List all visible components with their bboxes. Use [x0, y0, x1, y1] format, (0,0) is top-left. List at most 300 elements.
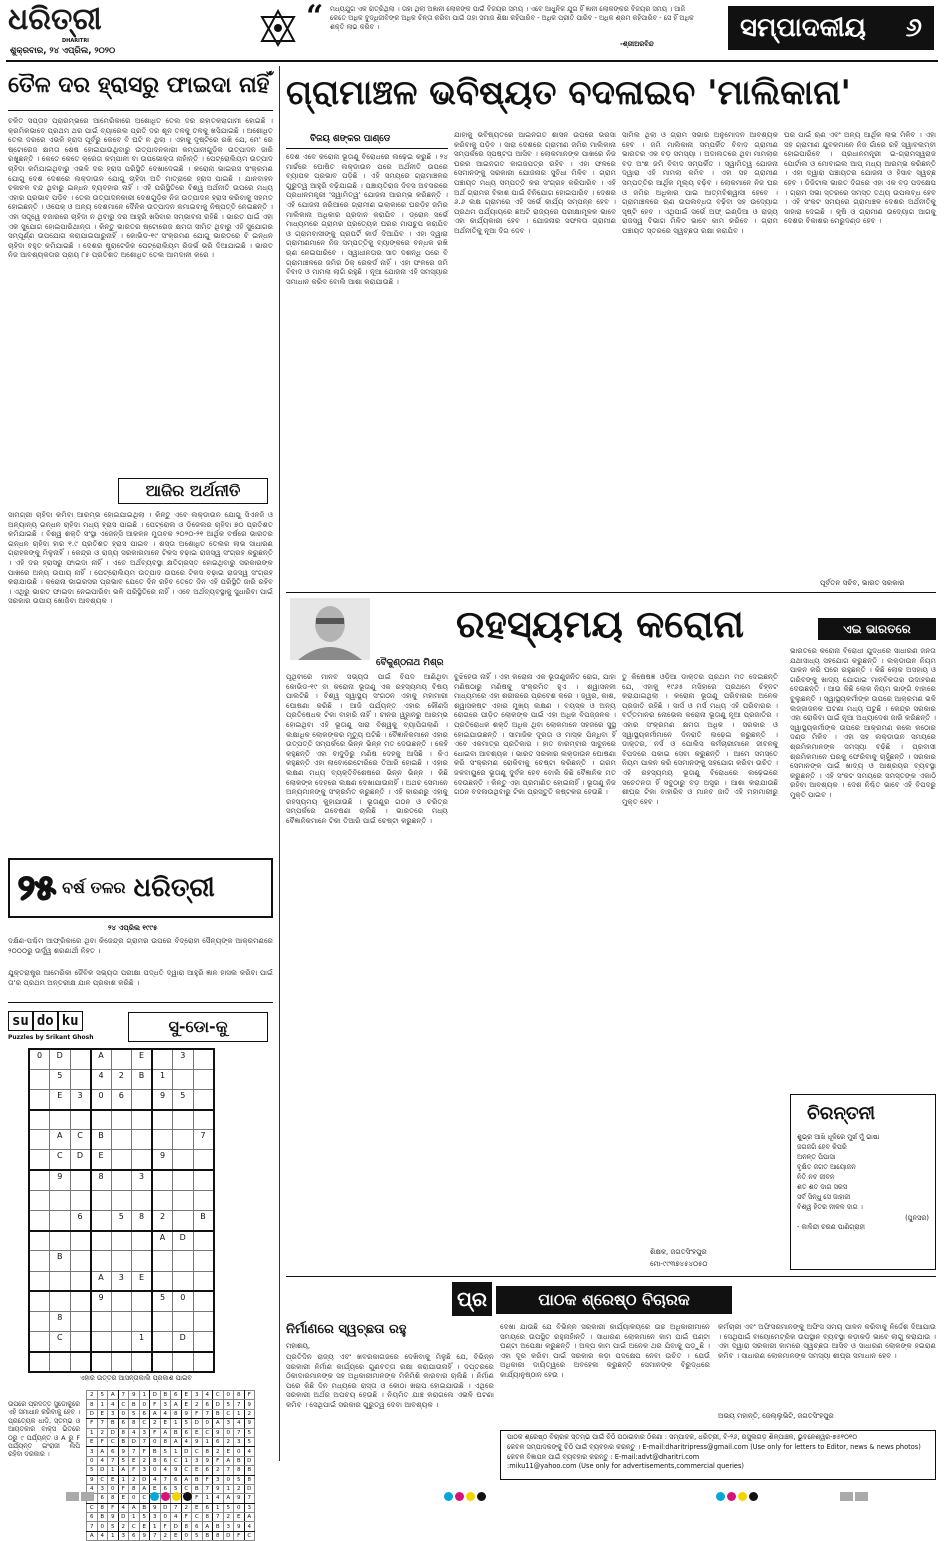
answer-cell: 1 [108, 1466, 119, 1475]
sudoku-cell[interactable] [91, 1311, 112, 1331]
answer-cell: 2 [234, 1484, 245, 1493]
sudoku-cell[interactable]: D [70, 1150, 91, 1170]
answer-cell: 1 [150, 1522, 161, 1531]
chirantani-line: ବିଶ୍ୱ ହିତର ନୀଳଳ ଦାଗ । [797, 1203, 863, 1211]
answer-cell: 7 [223, 1466, 234, 1475]
sudoku-row [29, 1170, 214, 1190]
answer-cell: 6 [213, 1437, 224, 1446]
answer-cell: D [150, 1391, 161, 1400]
answer-cell: C [139, 1419, 150, 1428]
answer-cell: 6 [129, 1531, 140, 1540]
answer-cell: 0 [160, 1513, 171, 1522]
sudoku-cell[interactable] [193, 1352, 214, 1372]
answer-cell: 1 [234, 1409, 245, 1418]
sudoku-cell[interactable] [91, 1352, 112, 1372]
sudoku-cell[interactable] [70, 1069, 91, 1089]
sudoku-cell[interactable] [173, 1150, 194, 1170]
sudoku-cell[interactable] [91, 1110, 112, 1130]
editorial-headline: ତୈଳ ଦର ହ୍ରାସରୁ ଫାଇଦା ନାହିଁ [8, 73, 270, 98]
sudoku-cell[interactable]: 3 [132, 1170, 153, 1190]
sudoku-cell[interactable] [70, 1332, 91, 1352]
answer-cell: 0 [234, 1447, 245, 1456]
yellow-dot [172, 1492, 181, 1501]
sudoku-cell[interactable]: 5 [50, 1069, 71, 1089]
answer-cell: 4 [150, 1475, 161, 1484]
answer-cell: E [223, 1447, 234, 1456]
sudoku-cell[interactable] [91, 1251, 112, 1271]
answer-cell: 3 [234, 1437, 245, 1446]
cyan-dot [150, 1492, 159, 1501]
sudoku-cell[interactable] [173, 1069, 194, 1089]
sudoku-cell[interactable] [70, 1291, 91, 1311]
sudoku-cell[interactable] [91, 1231, 112, 1251]
sudoku-cell[interactable]: 7 [193, 1130, 214, 1150]
sudoku-cell[interactable] [173, 1110, 194, 1130]
sudoku-cell[interactable] [70, 1352, 91, 1372]
answer-cell: D [244, 1456, 255, 1465]
lead-col-4: ଘର ପାଇଁ ଋଣ ଏବଂ ଅନ୍ୟ ଆର୍ଥିକ ଲାଭ ମିଳିବ । ଏହା ସହ ଗ୍ରାମୀଣ ଯୁବକମାନେ ନିଜ ଗାଁରେ ରହି ସ୍ୱାବଲମ୍ବୀ ହୋଇପାରିବେ । ପ୍ରଧାନମନ୍ତ୍ରୀ ଇ-ଗ୍ରାମସ୍ୱରାଜ ପୋର୍ଟାଲ ଓ ମୋବାଇଲ ଆପ୍ ମଧ୍ୟ ଆରମ୍ଭ କରିଛନ୍ତି । ଏହା ଦ୍ୱାରା ପଞ୍ଚାୟତର ଯୋଜନା ଓ ହିସାବ ସ୍ୱଚ୍ଛ ହେବ । ଡିଜିଟାଲ ଭାରତ ଦିଗରେ ଏହା ଏକ ବଡ଼ ପଦକ୍ଷେପ । ଗ୍ରାମ ସଭା ସ୍ତରରେ ସମସ୍ତ ତଥ୍ୟ ଉପଲବ୍ଧ ହେବ । ଏହି ସଂକଟ ସମୟରେ ଗ୍ରାମାଞ୍ଚଳ ଦେଶର ଅର୍ଥନୀତିକୁ ସାହାରା ଦେଇଛି । କୃଷି ଓ ଗ୍ରାମୀଣ ଉଦ୍ୟୋଗ ଆଗକୁ ଦେଶର ବିକାଶର ମେରୁଦଣ୍ଡ ହେବ । [784, 130, 936, 226]
sudoku-cell[interactable]: A [91, 1049, 112, 1069]
sudoku-cell[interactable] [70, 1251, 91, 1271]
sudoku-caption: ଏହାର ଉତ୍ତର ଆସନ୍ତାକାଲି ପ୍ରକାଶ ପାଇବ [80, 1374, 192, 1382]
sudoku-cell[interactable]: 6 [111, 1089, 132, 1109]
answer-cell: 6 [202, 1503, 213, 1512]
archive-item-1: ଦକ୍ଷିଣ-ପଶ୍ଚିମ ଆଫ୍ରିକାରେ ଥିବା କିଜେନ୍ଦ୍ର ଗ୍ରାମର ଉପରେ ବିଦ୍ରୋହୀ ସୈନ୍ୟଙ୍କ ଆକ୍ରମଣରେ ୨୦୦୦ରୁ ଊର୍ଦ୍ଧ୍ୱ ଶରଣାର୍ଥୀ ନିହତ । [8, 936, 273, 955]
answer-cell: 7 [139, 1437, 150, 1446]
sudoku-cell[interactable] [50, 1231, 71, 1251]
sudoku-cell[interactable] [29, 1311, 50, 1331]
answer-cell: A [160, 1428, 171, 1437]
sudoku-cell[interactable] [111, 1049, 132, 1069]
answer-cell: 7 [171, 1503, 182, 1512]
sudoku-cell[interactable]: 2 [111, 1069, 132, 1089]
sudoku-cell[interactable] [193, 1089, 214, 1109]
sudoku-cell[interactable]: 5 [111, 1211, 132, 1231]
letter-col-2: ଦେଖା ଯାଉଛି ଯେ ବିଭିନ୍ନ ସରକାରୀ କାର୍ଯ୍ୟାଳୟରେ ଉଚ୍ଚ ଅଧିକାରୀମାନେ ସମୟରେ ଉପସ୍ଥିତ ରହୁନାହାଁନ୍ତି । ସାଧାରଣ ଲୋକମାନେ କାମ ପାଇଁ ଘଣ୍ଟା ଘଣ୍ଟା ଅପେକ୍ଷା କରୁଛନ୍ତି । ଅଳ୍ପ କାମ ପାଇଁ ଅନେକ ଥର ଯିବାକୁ ପଡ଼ୁଛି । ଏହା ଦୂର କରିବା ପାଇଁ ସରକାର କଡ଼ା ପଦକ୍ଷେପ ନେବା ଉଚିତ । ଯେଉଁ ଅଧିକାରୀ ଦାୟିତ୍ୱରେ ଅବହେଳା କରୁଛନ୍ତି ସେମାନଙ୍କ ବିରୁଦ୍ଧରେ କାର୍ଯ୍ୟାନୁଷ୍ଠାନ ହେଉ । [500, 1322, 710, 1379]
sudoku-cell[interactable] [91, 1190, 112, 1210]
chirantani-line: ବୃକ୍ଷିତ ଜଗତ ଆୟୋଜନ [797, 1163, 856, 1171]
corona-col-1: ପୃଥିବୀରେ ମାନବ ସଭ୍ୟତା ପାଇଁ ବିପଦ ଆଣିଥିବା କୋଭିଡ-୧୯ ବା କରୋନା ଭୂତାଣୁ ଏକ ରହସ୍ୟମୟ ବିଷୟ ପାଲଟିଛି । ବିଶ୍ୱ ସ୍ୱାସ୍ଥ୍ୟ ସଂଗଠନ ଏହାକୁ ମହାମାରୀ ଘୋଷଣା କରିଛି । ଆଜି ପର୍ଯ୍ୟନ୍ତ ଏହାର କୌଣସି ପ୍ରତିଷେଧକ ଟିକା ବାହାରି ନାହିଁ । ଚୀନର ୱୁହାନରୁ ଆରମ୍ଭ ହୋଇଥିବା ଏହି ଭୂତାଣୁ ସାରା ବିଶ୍ୱକୁ ବ୍ୟାପିଗଲାଣି । ଲକ୍ଷାଧିକ ଲୋକଙ୍କର ମୃତ୍ୟୁ ଘଟିଛି । ବୈଜ୍ଞାନିକମାନେ ଏହାର ଉତ୍ପତ୍ତି ସମ୍ପର୍କରେ ଭିନ୍ନ ଭିନ୍ନ ମତ ଦେଉଛନ୍ତି । କେହି କହୁଛନ୍ତି ଏହା ବାଦୁଡ଼ିରୁ ମଣିଷ ଦେହକୁ ଆସିଛି । କିଏ କହୁଛନ୍ତି ଏହା ଲାବୋରେଟୋରିରେ ତିଆରି ହୋଇଛି । ଏହାର ଲକ୍ଷଣ ମଧ୍ୟ ବ୍ୟକ୍ତିବିଶେଷରେ ଭିନ୍ନ ଭିନ୍ନ । କିଛି ଲୋକଙ୍କ ଦେହରେ ଲକ୍ଷଣ ଦେଖାଯାଉନାହିଁ । ଅଥଚ ସେମାନେ ଅନ୍ୟମାନଙ୍କୁ ସଂକ୍ରମିତ କରୁଛନ୍ତି । ଏହି କାରଣରୁ ଏହାକୁ ରହସ୍ୟମୟ କୁହାଯାଉଛି । ଭୂତାଣୁର ଗଠନ ଓ ଚରିତ୍ର ସମ୍ପର୍କରେ ଗବେଷଣା ଚାଲିଛି । ଭାରତରେ ମଧ୍ୟ ବୈଜ୍ଞାନିକମାନେ ଟିକା ତିଆରି ପାଇଁ ଚେଷ୍ଟା କରୁଛନ୍ତି । [286, 672, 448, 825]
sudoku-cell[interactable]: B [91, 1130, 112, 1150]
answer-cell: 4 [244, 1522, 255, 1531]
sudoku-cell[interactable] [152, 1190, 173, 1210]
sudoku-cell[interactable]: B [50, 1251, 71, 1271]
answer-cell: 2 [181, 1503, 192, 1512]
lead-byline-rule [286, 148, 448, 149]
sudoku-cell[interactable] [29, 1231, 50, 1251]
answer-cell: F [244, 1391, 255, 1400]
sudoku-row [29, 1291, 214, 1311]
sudoku-odia-title: ସୁ-ଡୋ-କୁ [168, 1017, 228, 1036]
answer-cell: 7 [118, 1391, 129, 1400]
answer-cell: 4 [108, 1400, 119, 1409]
sudoku-cell[interactable] [173, 1211, 194, 1231]
answer-cell: 4 [202, 1391, 213, 1400]
sudoku-cell[interactable] [152, 1049, 173, 1069]
color-dots-center [444, 1486, 488, 1505]
answer-cell: E [192, 1503, 203, 1512]
sudoku-cell[interactable]: A [91, 1271, 112, 1291]
masthead-logo-sub: DHARITRI [62, 38, 90, 44]
answer-cell: 5 [244, 1428, 255, 1437]
sudoku-cell[interactable] [29, 1291, 50, 1311]
answer-cell: 0 [181, 1531, 192, 1540]
sudoku-cell[interactable] [111, 1170, 132, 1190]
lead-col-3: ସାମିଲ ଥିଲା ଓ ଗ୍ରାମ ସଭାର ଅନୁମୋଦନ ଆବଶ୍ୟକ ହେବ । ଜମି ମାଲିକାନା ସମ୍ପର୍କିତ ବିବାଦ ଗ୍ରାମୀଣ ଭାରତର ଏକ ବଡ଼ ସମସ୍ୟା । ଅଦାଲତରେ ଥିବା ମାମଲାର ବଡ଼ ଅଂଶ ଜମି ବିବାଦ ସମ୍ପର୍କିତ । ସ୍ୱାମିତ୍ୱ ଯୋଜନା ଦ୍ୱାରା ଏହି ମାମଲା କମିବ । ଏହା ସହ ଗ୍ରାମୀଣ ସମ୍ପତ୍ତିର ଆର୍ଥିକ ମୂଲ୍ୟ ବଢ଼ିବ । ଲୋକମାନେ ନିଜ ଘର ଓ ଜମିର ଅଧିକାର ପାଇ ଆତ୍ମବିଶ୍ୱାସୀ ହେବେ । ଗ୍ରାମାଞ୍ଚଳରେ ଋଣ ଉପଲବ୍ଧତା ବଢ଼ିବା ସହ ଉଦ୍ୟୋଗ ସୃଷ୍ଟି ହେବ । ଏଥିପାଇଁ ସର୍ଭେ ଅଫ୍ ଇଣ୍ଡିଆ ଓ ରାଜ୍ୟ ରାଜସ୍ୱ ବିଭାଗ ମିଳିତ ଭାବେ କାମ କରିବେ । ଗ୍ରାମ ପଞ୍ଚାୟତ ସ୍ତରରେ ସ୍ୱଚ୍ଛତା ରକ୍ଷା କରାଯିବ । [622, 130, 778, 235]
sudoku-cell[interactable]: 0 [29, 1049, 50, 1069]
sudoku-cell[interactable]: C [50, 1332, 71, 1352]
sudoku-cell[interactable] [91, 1211, 112, 1231]
sudoku-cell[interactable]: 5 [173, 1089, 194, 1109]
sudoku-cell[interactable] [29, 1190, 50, 1210]
sudoku-cell[interactable] [50, 1190, 71, 1210]
chirantani-credit: - କାଳିନ୍ଦୀ ଚରଣ ପାଣିଗ୍ରାହୀ [797, 1223, 865, 1231]
sudoku-cell[interactable] [29, 1352, 50, 1372]
answer-cell: 1 [213, 1503, 224, 1512]
sudoku-cell[interactable] [173, 1130, 194, 1150]
answer-cell: 9 [118, 1447, 129, 1456]
answer-cell: 4 [244, 1447, 255, 1456]
section-title: ସମ୍ପାଦକୀୟ [740, 12, 866, 43]
sudoku-cell[interactable] [50, 1291, 71, 1311]
answer-cell: 2 [213, 1447, 224, 1456]
sudoku-cell[interactable]: E [50, 1089, 71, 1109]
editorial-body-1: ଚଳିତ ସପ୍ତାହ ପ୍ରାରମ୍ଭରେ ଆମେରିକାରେ ଅଶୋଧିତ ତେଲ ଦର ରହାତକରାଗାମୀ ହୋଇଛି । କ୍ରମିକଭାବେ ପ୍ରଥମ ଥର ପାଇଁ ବ୍ୟାରେଲ ପ୍ରତି ଦର ଶୂନ ତଳକୁ ତଳକୁ ଖସିଯାଇଛି । ଅଶୋଧିତ ତେଲ ଦରରେ ଏଭଳି ହ୍ରାସ ପୂର୍ବରୁ କେବେ ବି ଘଟି ନ ଥିଲା । ଏହାକୁ ଦୃଷ୍ଟିରେ ରଖି ଯେ, ମେ' ରେ ଷ୍ଟୋରେଜ କ୍ଷମତା ଶେଷ ହୋଇଯାଉଥିବାରୁ ଉତ୍ପାଦନକାରୀ କମ୍ପାନୀଗୁଡ଼ିକ ଉତ୍ପାଦନ ଜାରି ରଖୁଛନ୍ତି । କେତେ କେତେ କ୍ରେତା କମ୍ପାନୀ ବା ଉପଭୋକ୍ତା ନାହାଁନ୍ତି । ପେଟ୍ରୋଲିୟମ ଉତ୍ପାଦ ଚାହିଦା କମିଯାଇଥିବାରୁ ଏଭଳି ଦର ହ୍ରାସ ପରିସ୍ଥିତି ଦେଖାଦେଇଛି । କରୋନା ଭାଇରସ ସଂକ୍ରମଣ ଯୋଗୁ ଦେଶ ଦେଶରେ ଲକ୍ଡାଉନ ଯୋଗୁ ଚାହିଦା ଅତି ମାତ୍ରାରେ ହ୍ରାସ ପାଇଛି । ଯାନବାହନ ଚଳାଚଳ ବନ୍ଦ ଥିବାରୁ ଇନ୍ଧନ ବ୍ୟବହାର ନାହିଁ । ଏହି ପରିସ୍ଥିତିରେ ବିଶ୍ୱ ଅର୍ଥନୀତି ଉପରେ ମଧ୍ୟ ଏହାର ପ୍ରଭାବ ପଡ଼ିବ । ତେଲ ଉତ୍ପାଦନକାରୀ ଦେଶଗୁଡ଼ିକ ନିଜ ଉତ୍ପାଦନ ହ୍ରାସ କରିବାକୁ ସହମତ ହୋଇଛନ୍ତି । ଓପେକ୍ ଓ ଅନ୍ୟ ଦେଶମାନେ ଦୈନିକ ଉତ୍ପାଦନ କମାଇବାକୁ ନିଷ୍ପତ୍ତି ନେଇଛନ୍ତି । ଏହା ସତ୍ତ୍ୱେ ବଜାରରେ ଚାହିଦା ନ ଥିବାରୁ ଦର ଆହୁରି ଖସିବାର ସମ୍ଭାବନା ରହିଛି । ଭାରତ ପାଇଁ ଏହା ଏକ ସୁଯୋଗ ହୋଇପାରିଥାନ୍ତା । କିନ୍ତୁ ଭାରତର ଷ୍ଟୋରେଜ କ୍ଷମତା ସୀମିତ ଥିବାରୁ ଏହି ସୁଯୋଗର ସମ୍ପୂର୍ଣ୍ଣ ଉପଯୋଗ କରାଯାଇପାରୁନାହିଁ । କୋଭିଡ-୧୯ ସଂକ୍ରମଣ ଯୋଗୁ ଭାରତରେ ବି ଇନ୍ଧନ ଚାହିଦା ବହୁତ କମିଯାଇଛି । ଦେଶର ଷ୍ଟ୍ରାଟେଜିକ ପେଟ୍ରୋଲିୟମ ରିଜର୍ଭ ଭରି ଦିଆଯାଇଛି । ଭାରତ ନିଜ ଆବଶ୍ୟକତାର ପ୍ରାୟ ୮୫ ପ୍ରତିଶତ ଅଶୋଧିତ ତେଲ ଆମଦାନୀ କରେ । [8, 116, 273, 260]
sudoku-cell[interactable]: A [152, 1231, 173, 1251]
answer-cell: 5 [181, 1419, 192, 1428]
answer-cell: 0 [223, 1475, 234, 1484]
sudoku-cell[interactable]: 5 [152, 1291, 173, 1311]
sudoku-row [29, 1130, 214, 1150]
readers-icon: ପ୍ର [452, 1282, 492, 1316]
sudoku-row [29, 1190, 214, 1210]
sudoku-brand [8, 1010, 118, 1046]
magenta-dot [455, 1492, 464, 1501]
answer-cell: B [234, 1456, 245, 1465]
answer-cell: D [181, 1447, 192, 1456]
editorial-subheading: ଆଜିର ଅର୍ଥନୀତି [145, 481, 241, 500]
sudoku-cell[interactable]: 3 [111, 1271, 132, 1291]
sudoku-cell[interactable]: B [132, 1069, 153, 1089]
sudoku-cell[interactable] [173, 1251, 194, 1271]
answer-cell: B [139, 1503, 150, 1512]
black-dot [749, 1492, 758, 1501]
archive-banner [8, 858, 273, 918]
answer-cell: 0 [234, 1503, 245, 1512]
col-divider-1 [279, 66, 280, 1461]
sudoku-cell[interactable]: D [173, 1332, 194, 1352]
sudoku-cell[interactable] [70, 1110, 91, 1130]
answer-row [87, 1428, 255, 1437]
answer-cell: C [129, 1522, 140, 1531]
answer-cell: 7 [234, 1400, 245, 1409]
sudoku-cell[interactable] [152, 1110, 173, 1130]
sudoku-cell[interactable] [111, 1231, 132, 1251]
lead-col-1: ଦେଶ ଏବେ କରୋନା ଭୂତାଣୁ ବିରୋଧରେ ଲଢ଼େଇ କରୁଛି । ୨୪ ମାର୍ଚ୍ଚରେ ଘୋଷିତ ଲକ୍ଡାଉନ ପରେ ଅର୍ଥନୀତି ଉପରେ ବ୍ୟାପକ ପ୍ରଭାବ ପଡ଼ିଛି । ଏହି ସମୟରେ ଗ୍ରାମାଞ୍ଚଳର ଗୁରୁତ୍ୱ ଆହୁରି ବଢ଼ିଯାଇଛି । ପଞ୍ଚାୟତିରାଜ ଦିବସ ଅବସରରେ ପ୍ରଧାନମନ୍ତ୍ରୀ 'ସ୍ୱାମିତ୍ୱ' ଯୋଜନା ଆରମ୍ଭ କରିଛନ୍ତି । ଏହି ଯୋଜନା ଜରିଆରେ ଗ୍ରାମୀଣ ଇଲାକାରେ ଘରଡ଼ିହ ଜମିର ମାଲିକାନା ଅଧିକାର ପ୍ରଦାନ କରାଯିବ । ଡ୍ରୋନ ସର୍ଭେ ମାଧ୍ୟମରେ ଗ୍ରାମର ପ୍ରତ୍ୟେକ ଘରର ମାପଚୁପ କରାଯିବ ଓ ଗ୍ରାମବାସୀଙ୍କୁ ପ୍ରପର୍ଟି କାର୍ଡ ଦିଆଯିବ । ଏହା ଦ୍ୱାରା ଗ୍ରାମୀଣମାନେ ନିଜ ସମ୍ପତ୍ତିକୁ ବ୍ୟାଙ୍କରେ ବନ୍ଧକ ରଖି ଋଣ ନେଇପାରିବେ । ସ୍ୱାଧୀନତାର ସାତ ଦଶନ୍ଧି ପରେ ବି ଗ୍ରାମାଞ୍ଚଳରେ ଜମିର ଠିକ୍ ରେକର୍ଡ ନାହିଁ । ଏହା ଫଳରେ ଜମି ବିବାଦ ଓ ମାମଲା ଲାଗି ରହୁଛି । ନୂଆ ଯୋଜନା ଏହି ସମସ୍ୟାର ସମାଧାନ କରିବ ବୋଲି ଆଶା କରାଯାଉଛି । [286, 152, 448, 286]
contact-editor-email[interactable]: କେବଳ ସମ୍ପାଦକଙ୍କୁ ଚିଠି ପାଇଁ ବ୍ୟବହାର କରନ୍ତୁ । E-mail:dharitripress@gmail.com (Use only for letters to Editor, news & news photos) [507, 1442, 921, 1451]
answer-cell: 8 [129, 1419, 140, 1428]
answer-cell: 9 [244, 1419, 255, 1428]
sudoku-cell[interactable]: 3 [173, 1049, 194, 1069]
sudoku-cell[interactable] [173, 1352, 194, 1372]
sudoku-cell[interactable] [173, 1271, 194, 1291]
answer-cell: 7 [244, 1494, 255, 1503]
answer-cell: 6 [202, 1466, 213, 1475]
sudoku-cell[interactable]: B [193, 1211, 214, 1231]
answer-cell: 1 [97, 1400, 108, 1409]
answer-cell: 3 [192, 1456, 203, 1465]
sudoku-cell[interactable]: 6 [70, 1211, 91, 1231]
sudoku-cell[interactable] [111, 1291, 132, 1311]
sudoku-cell[interactable]: 8 [50, 1311, 71, 1331]
sudoku-cell[interactable] [152, 1271, 173, 1291]
sudoku-cell[interactable]: D [50, 1049, 71, 1069]
lead-col-2: ଯାହାକୁ ଭବିଷ୍ୟତରେ ଆଇନଗତ ଶାସନ ଉପରେ ଭରସା କରିବାକୁ ପଡ଼ିବ । ସାରା ଦେଶରେ ଗ୍ରାମୀଣ ଜମିର ମାଲିକାନା ସମ୍ପର୍କରେ ସ୍ପଷ୍ଟତା ଆସିବ । ଲୋକମାନଙ୍କ ପାଖରେ ନିଜ ଘରର ଆଇନଗତ କାଗଜପତ୍ର ରହିବ । ଏହା ଫଳରେ ସେମାନଙ୍କୁ ସରକାରୀ ଯୋଜନାର ସୁବିଧା ମିଳିବ । ଗ୍ରାମ ପଞ୍ଚାୟତ ମଧ୍ୟ ସମ୍ପତ୍ତି କର ସଂଗ୍ରହ କରିପାରିବ । ଏହି ଅର୍ଥ ଗ୍ରାମର ବିକାଶ ପାଇଁ ବିନିଯୋଗ ହୋଇପାରିବ । ଦେଶର ୬.୬ ଲକ୍ଷ ଗ୍ରାମରେ ଏହି ସର୍ଭେ କାର୍ଯ୍ୟ ସମ୍ପନ୍ନ ହେବ । ପ୍ରଥମ ପର୍ଯ୍ୟାୟରେ ଛଅଟି ରାଜ୍ୟରେ ପରୀକ୍ଷାମୂଳକ ଭାବେ ଏହା କାର୍ଯ୍ୟକାରୀ ହେବ । ଯୋଜନାର ସଫଳତା ଗ୍ରାମୀଣ ଅର୍ଥନୀତିକୁ ନୂଆ ଦିଗ ଦେବ । [454, 130, 616, 235]
ei-bharatare-title: ଏଇ ଭାରତରେ [843, 621, 911, 636]
sudoku-cell[interactable] [29, 1150, 50, 1170]
sudoku-cell[interactable] [193, 1049, 214, 1069]
sudoku-cell[interactable]: 8 [132, 1211, 153, 1231]
sudoku-cell[interactable] [193, 1069, 214, 1089]
answer-cell: 8 [213, 1531, 224, 1540]
answer-cell: 5 [108, 1522, 119, 1531]
sudoku-cell[interactable] [50, 1352, 71, 1372]
sudoku-cell[interactable]: E [132, 1271, 153, 1291]
answer-cell: D [108, 1428, 119, 1437]
section-title-box [728, 6, 934, 50]
answer-cell: 6 [171, 1475, 182, 1484]
sudoku-cell[interactable] [193, 1332, 214, 1352]
sudoku-cell[interactable] [152, 1130, 173, 1150]
answer-cell: 2 [150, 1419, 161, 1428]
sudoku-cell[interactable] [152, 1170, 173, 1190]
sudoku-cell[interactable] [132, 1231, 153, 1251]
sudoku-cell[interactable] [132, 1352, 153, 1372]
answer-cell: C [108, 1437, 119, 1446]
answer-cell: B [150, 1447, 161, 1456]
sudoku-cell[interactable]: A [50, 1130, 71, 1150]
contact-address: ପାଠକ ଶ୍ରେଷ୍ଠ ବିଚାରକ ସ୍ତମ୍ଭ ପାଇଁ ଚିଠି ପଠାଇବାର ଠିକଣା : ସମ୍ପାଦକ, ଧରିତ୍ରୀ, ବି-୨୬, ରସୁଲଗଡ଼ ଶିଳ୍ପାଞ୍ଚଳ, ଭୁବନେଶ୍ୱର-୭୫୧୦୧୦ [507, 1433, 858, 1441]
sudoku-cell[interactable] [29, 1089, 50, 1109]
sudoku-cell[interactable] [29, 1332, 50, 1352]
sudoku-cell[interactable] [173, 1311, 194, 1331]
sudoku-cell[interactable] [132, 1089, 153, 1109]
sudoku-cell[interactable] [132, 1251, 153, 1271]
sudoku-cell[interactable] [29, 1271, 50, 1291]
sudoku-cell[interactable] [193, 1150, 214, 1170]
answer-cell: 4 [234, 1419, 245, 1428]
sudoku-row [29, 1231, 214, 1251]
answer-cell: 3 [223, 1522, 234, 1531]
answer-cell: 9 [139, 1531, 150, 1540]
answer-cell: D [192, 1419, 203, 1428]
sudoku-cell[interactable] [132, 1190, 153, 1210]
sudoku-cell[interactable]: 8 [91, 1170, 112, 1190]
answer-cell: 5 [223, 1400, 234, 1409]
sudoku-cell[interactable] [132, 1130, 153, 1150]
answer-cell: D [213, 1400, 224, 1409]
sudoku-cell[interactable] [132, 1311, 153, 1331]
sudoku-cell[interactable] [50, 1211, 71, 1231]
sudoku-cell[interactable] [29, 1211, 50, 1231]
sudoku-cell[interactable] [193, 1251, 214, 1271]
answer-cell: 9 [213, 1484, 224, 1493]
sudoku-cell[interactable] [70, 1311, 91, 1331]
sudoku-cell[interactable] [193, 1311, 214, 1331]
contact-yahoo-email[interactable]: :miku11@yahoo.com (Use only for advertisements,commercial queries) [507, 1462, 744, 1471]
sudoku-cell[interactable] [70, 1190, 91, 1210]
contact-advt-email[interactable]: କେବଳ ବିଜ୍ଞାପନ ପାଇଁ ବ୍ୟବହାର କରନ୍ତୁ : E-mail:advt@dharitri.com [507, 1452, 700, 1461]
answer-cell: A [171, 1400, 182, 1409]
answer-cell: 2 [97, 1428, 108, 1437]
sudoku-cell[interactable] [193, 1291, 214, 1311]
lead-bottom-rule [286, 592, 936, 593]
corona-sign: ଶିକ୍ଷକ, ଜଗତସିଂହପୁର [650, 1248, 707, 1256]
sudoku-cell[interactable] [70, 1170, 91, 1190]
answer-cell: 6 [139, 1409, 150, 1418]
sudoku-cell[interactable]: C [70, 1130, 91, 1150]
answer-cell: 3 [108, 1409, 119, 1418]
sudoku-cell[interactable]: D [173, 1231, 194, 1251]
sudoku-cell[interactable] [50, 1271, 71, 1291]
sudoku-cell[interactable] [29, 1110, 50, 1130]
answer-cell: 5 [97, 1391, 108, 1400]
sudoku-cell[interactable] [193, 1170, 214, 1190]
sudoku-cell[interactable] [111, 1190, 132, 1210]
sudoku-cell[interactable] [132, 1110, 153, 1130]
sudoku-cell[interactable] [29, 1069, 50, 1089]
archive-label: ବର୍ଷ ତଳର [62, 878, 126, 897]
sudoku-cell[interactable]: 9 [91, 1291, 112, 1311]
answer-cell: F [202, 1475, 213, 1484]
sudoku-cell[interactable]: 0 [91, 1089, 112, 1109]
sudoku-cell[interactable]: 0 [173, 1291, 194, 1311]
sudoku-cell[interactable] [111, 1150, 132, 1170]
sudoku-cell[interactable]: 1 [132, 1332, 153, 1352]
sudoku-cell[interactable]: 3 [70, 1089, 91, 1109]
answer-cell: 8 [97, 1503, 108, 1512]
editorial-headline-rule [8, 110, 273, 111]
answer-cell: F [192, 1494, 203, 1503]
readers-title-box [496, 1286, 732, 1314]
sudoku-cell[interactable] [29, 1170, 50, 1190]
answer-cell: 9 [129, 1391, 140, 1400]
sudoku-row [29, 1352, 214, 1372]
answer-cell: C [87, 1503, 98, 1512]
answer-cell: A [129, 1503, 140, 1512]
answer-cell: 5 [234, 1475, 245, 1484]
sudoku-cell[interactable]: 2 [152, 1211, 173, 1231]
answer-cell: C [97, 1475, 108, 1484]
answer-cell: 1 [171, 1447, 182, 1456]
answer-cell: F [129, 1466, 140, 1475]
answer-row [87, 1419, 255, 1428]
sudoku-cell[interactable] [111, 1251, 132, 1271]
sudoku-row [29, 1251, 214, 1271]
masthead-quote: ମଧ୍ୟଯୁଗ ଏକ ରାତ୍ରିଥିଲା । ତାହା ଥିଲା ଅଜ୍ଞାନୀ ଲୋକଙ୍କ ପାଇଁ ବିଜୟର ସମୟ । ଏବେ ଆଧୁନିକ ଯୁଗ ହିଁ ଜ୍ଞାନୀ ଲୋକଙ୍କର ବିଜୟର ସମୟ । ଆଜି କେତେ ଅଧିକ ବୁଦ୍ଧିଜୀବିଙ୍କ ଅଧିକ ଚିନ୍ତା କରିବା ପାଇଁ ତାହା ସମାଜ ଶିକ୍ଷା କହିପାରିବ - ଅଧିକ ପ୍ରୀତି ପାରିବ - ଅଧିକ ଶ୍ରମ କହିପାରିବ - ସେ ହିଁ ଅଧିକ ଶକ୍ତି ଲାଭ କରିବ । [330, 5, 694, 31]
answer-cell: 1 [202, 1437, 213, 1446]
sudoku-cell[interactable] [111, 1352, 132, 1372]
sudoku-cell[interactable]: E [132, 1049, 153, 1069]
sudoku-cell[interactable] [152, 1251, 173, 1271]
answer-cell: 0 [150, 1437, 161, 1446]
sudoku-cell[interactable] [70, 1231, 91, 1251]
sudoku-cell[interactable] [173, 1170, 194, 1190]
sudoku-cell[interactable]: 9 [152, 1089, 173, 1109]
answer-cell: B [118, 1437, 129, 1446]
sudoku-cell[interactable] [111, 1130, 132, 1150]
sudoku-cell[interactable] [111, 1332, 132, 1352]
answer-cell: 4 [213, 1494, 224, 1503]
sudoku-cell[interactable] [29, 1130, 50, 1150]
answer-row [87, 1522, 255, 1531]
answer-cell: E [129, 1456, 140, 1465]
sudoku-cell[interactable] [152, 1311, 173, 1331]
answer-cell: E [150, 1484, 161, 1493]
answer-cell: F [87, 1419, 98, 1428]
sudoku-cell[interactable] [29, 1251, 50, 1271]
answer-cell: 1 [202, 1494, 213, 1503]
sudoku-cell[interactable] [193, 1271, 214, 1291]
answer-cell: E [108, 1475, 119, 1484]
sudoku-cell[interactable]: 1 [152, 1069, 173, 1089]
sudoku-cell[interactable] [132, 1291, 153, 1311]
sudoku-cell[interactable]: 9 [50, 1170, 71, 1190]
answer-cell: 2 [223, 1437, 234, 1446]
sudoku-cell[interactable] [91, 1332, 112, 1352]
sudoku-cell[interactable] [152, 1352, 173, 1372]
sudoku-cell[interactable] [193, 1231, 214, 1251]
sudoku-cell[interactable] [132, 1150, 153, 1170]
answer-cell: B [202, 1531, 213, 1540]
answer-cell: 7 [150, 1531, 161, 1540]
sudoku-cell[interactable] [111, 1110, 132, 1130]
answer-cell: A [223, 1456, 234, 1465]
sudoku-cell[interactable] [50, 1110, 71, 1130]
sudoku-row [29, 1150, 214, 1170]
answer-row [87, 1513, 255, 1522]
answer-cell: A [171, 1437, 182, 1446]
sudoku-cell[interactable]: 9 [152, 1150, 173, 1170]
answer-cell: C [244, 1531, 255, 1540]
sudoku-cell[interactable]: C [50, 1150, 71, 1170]
sudoku-cell[interactable] [193, 1190, 214, 1210]
corona-col-3: ତୁ କିଷେଷଜ୍ଞ ଓଡ଼ିଆ ଡାକ୍ତର ପ୍ରଥମ ମତ ଦେଇଛନ୍ତି ଯେ, ଏହାକୁ ୧୯୬୫ ମସିହାରେ ପ୍ରଥମେ ଚିହ୍ନଟ କରାଯାଇଥିଲା । କରୋନା ଭୂତାଣୁ ପରିବାରର ଅନେକ ପ୍ରଜାତି ରହିଛି । ସାର୍ସ ଓ ମର୍ସ ମଧ୍ୟ ଏହି ପରିବାରର । ବର୍ତ୍ତମାନର ନୋଭେଲ କରୋନା ଭୂତାଣୁ ନୂଆ ପ୍ରଜାତିର । ଏହାର ସଂକ୍ରମଣ କ୍ଷମତା ଅଧିକ । ସରକାର ଓ ସ୍ୱାସ୍ଥ୍ୟକର୍ମୀମାନେ ଦିନରାତି ଲଢ଼େଇ କରୁଛନ୍ତି । ଡାକ୍ତର, ନର୍ସ ଓ ପୋଲିସ କର୍ମଚାରୀମାନେ ଜୀବନକୁ ବିପଦରେ ପକାଇ ସେବା କରୁଛନ୍ତି । ଆମେ ସମସ୍ତେ ନିୟମ ପାଳନ କରି ସେମାନଙ୍କୁ ସହଯୋଗ କରିବା ଉଚିତ । ଏହି ରହସ୍ୟମୟ ଭୂତାଣୁ ବିରୋଧରେ ଲଢ଼େଇରେ ସଚେତନତା ହିଁ ସବୁଠାରୁ ବଡ଼ ଅସ୍ତ୍ର । ଆଶା କରାଯାଉଛି ଶୀଘ୍ର ଟିକା ବାହାରିବ ଓ ମାନବ ଜାତି ଏହି ମହାମାରୀରୁ ମୁକ୍ତ ହେବ । [622, 672, 778, 806]
sudoku-cell[interactable]: E [91, 1150, 112, 1170]
sudoku-cell[interactable] [193, 1110, 214, 1130]
sudoku-cell[interactable] [70, 1049, 91, 1069]
answer-cell: 0 [223, 1391, 234, 1400]
answer-cell: 4 [181, 1437, 192, 1446]
letter-col-1: ପ୍ରତିଦିନ ରାଜ୍ୟ ଏବଂ ଖବରକାଗଜରେ ଦେଖିବାକୁ ମିଳୁଛି ଯେ, ବିଭିନ୍ନ ସରକାରୀ ନିର୍ମାଣ କାର୍ଯ୍ୟରେ ଗୁଣବତ୍ତା ରକ୍ଷା କରାଯାଉନାହିଁ । ଦପ୍ତରରେ ଠିକାଦାରମାନଙ୍କ ସହ ଅଧିକାରୀମାନଙ୍କ ମିଳିମିଶି କାରବାର ଚାଲିଛି । ନିର୍ମାଣ ପରେ କିଛି ଦିନ ମଧ୍ୟରେ ରାସ୍ତା ଓ କୋଠା ଖରାପ ହୋଇଯାଉଛି । ଏଥିରେ ସରକାରୀ ଅର୍ଥର ଅପଚୟ ହେଉଛି । ନିୟମିତ ଯାଞ୍ଚ କରାଗଲେ ଏଭଳି ଘଟଣା କମିବ । ସେଥିପାଇଁ ସରକାର ଗୁରୁତ୍ୱ ଦେବା ଆବଶ୍ୟକ । [286, 1352, 494, 1409]
answer-cell: 4 [87, 1484, 98, 1493]
sudoku-cell[interactable] [70, 1271, 91, 1291]
answer-cell: C [223, 1409, 234, 1418]
answer-cell: 3 [223, 1419, 234, 1428]
letter-salutation: ମହାଶୟ, [286, 1342, 311, 1350]
sudoku-cell[interactable] [173, 1190, 194, 1210]
sudoku-cell[interactable]: 4 [91, 1069, 112, 1089]
archive-item-2: ଯୁକ୍ତରାଷ୍ଟ୍ର ଆମେରିକା ଜୈବିକ ସଭ୍ୟତା ପରୀକ୍ଷା ପଦ୍ଧତି ଦ୍ୱାରା ଆହୁରି ଜ୍ଞାନ ହାସଲ କରିବା ପାଇଁ ତା'ର ପ୍ରଥମ ଅନ୍ତରୀକ୍ଷ ଯାନ ପ୍ରକାଶ କରିଛି । [8, 968, 273, 987]
sudoku-cell[interactable] [111, 1311, 132, 1331]
answer-cell: 0 [87, 1456, 98, 1465]
sudoku-cell[interactable] [152, 1332, 173, 1352]
black-dot [477, 1492, 486, 1501]
sudoku-row [29, 1311, 214, 1331]
answer-cell: F [139, 1447, 150, 1456]
corona-col-2: ବୁଝିହେଉ ନାହିଁ । ଏହା କରୋନା ଏକ ଭୂତାଣୁଜନିତ ରୋଗ, ଯାହା ମଣିଷଠାରୁ ମଣିଷକୁ ସଂକ୍ରମିତ ହୁଏ । ଶ୍ୱାସନଳୀ ମାଧ୍ୟମରେ ଏହା ଶରୀରରେ ପ୍ରବେଶ କରେ । ଜ୍ୱର, କାଶ, ଶ୍ୱାସକଷ୍ଟ ଏହାର ମୁଖ୍ୟ ଲକ୍ଷଣ । ବୟସ୍କ ଓ ଅନ୍ୟ ରୋଗରେ ପୀଡ଼ିତ ଲୋକଙ୍କ ପାଇଁ ଏହା ଅଧିକ ବିପଜ୍ଜନକ । ପ୍ରତିରୋଧକ ଶକ୍ତି ଅଧିକ ଥିବା ଲୋକମାନେ ସହଜରେ ସୁସ୍ଥ ହୋଇଯାଉଛନ୍ତି । ସାମାଜିକ ଦୂରତା ଓ ମାସ୍କ ପିନ୍ଧିବା ହିଁ ଏବେ ଏକମାତ୍ର ପ୍ରତିକାର । ହାତ ବାରମ୍ବାର ସାବୁନରେ ଧୋଇବା ଆବଶ୍ୟକ । ଭାରତ ସରକାର ଲକ୍ଡାଉନ ଘୋଷଣା କରି ସଂକ୍ରମଣ ରୋକିବାକୁ ଚେଷ୍ଟା କରିଛନ୍ତି । ଗରମ ଜଳବାୟୁରେ ଭୂତାଣୁ ଦୁର୍ବଳ ହେବ ବୋଲି କିଛି ବୈଜ୍ଞାନିକ ମତ ଦେଉଛନ୍ତି । କିନ୍ତୁ ଏହା ପ୍ରମାଣିତ ହୋଇନାହିଁ । ଭୂତାଣୁ ନିଜ ଗଠନ ବଦଳାଉଥିବାରୁ ଟିକା ପ୍ରସ୍ତୁତି କଷ୍ଟକର ହେଉଛି । [454, 672, 616, 797]
author-photo [290, 598, 370, 660]
